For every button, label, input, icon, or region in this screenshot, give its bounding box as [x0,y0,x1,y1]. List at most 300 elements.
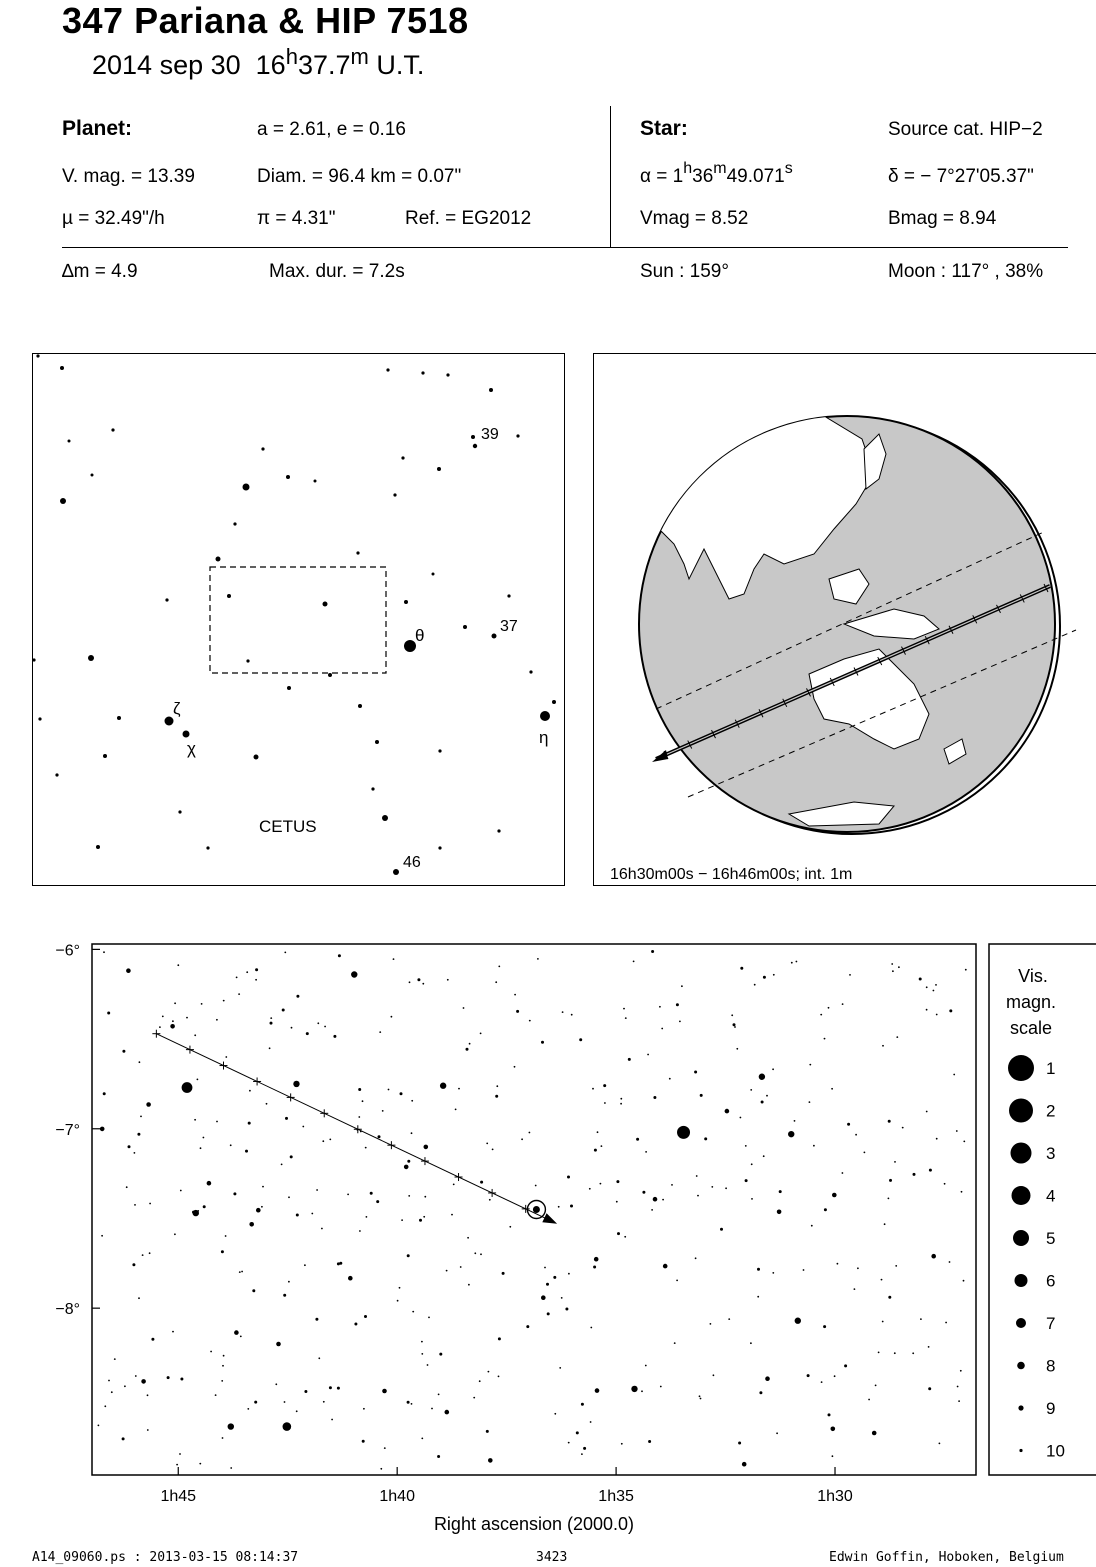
field-star [142,1254,144,1256]
field-star [514,994,516,996]
field-star [529,1020,531,1022]
finder-star [375,740,379,744]
star-alpha: $\alpha = 1^h36^m49.071^s$ [640,160,793,187]
field-star [694,1071,697,1074]
field-star [881,1279,883,1281]
field-star [625,1017,627,1019]
field-star [636,1138,639,1141]
field-star [567,1176,570,1179]
legend-dot [1018,1405,1023,1410]
field-star [421,1353,423,1355]
field-star [365,1147,367,1149]
finder-star [404,600,408,604]
page-title: 347 Pariana & HIP 7518 [62,0,469,41]
field-star [745,1145,747,1147]
field-star [498,1337,501,1340]
field-star [831,1427,836,1432]
finder-star [497,829,500,832]
legend-title-line3: scale [1009,1018,1053,1038]
field-star [936,1014,938,1016]
field-star [331,1419,333,1421]
field-star [697,1195,699,1197]
field-star [469,1043,471,1045]
field-star [421,1438,423,1440]
legend-mag-label: 4 [1046,1186,1056,1206]
field-star [262,1186,264,1188]
field-star [949,1009,952,1012]
event-hour: 16 [255,50,286,80]
field-star [114,1358,116,1360]
finder-star [438,846,441,849]
field-star [283,1294,286,1297]
field-star [495,1095,498,1098]
field-star [953,1074,955,1076]
field-star [593,1266,596,1269]
field-star [358,1116,360,1118]
y-tick-label: −6° [55,942,80,960]
footer-author: Edwin Goffin, Hoboken, Belgium [829,1550,1064,1565]
field-star [256,1208,261,1213]
legend-dot [1017,1362,1025,1370]
legend-dot [1016,1318,1026,1328]
field-star [554,1413,556,1415]
field-star [366,1216,368,1218]
finder-star [111,428,114,431]
field-star [233,1192,236,1195]
legend-dot [1008,1055,1034,1081]
star-label-chi: χ [187,739,196,758]
field-star [894,1161,896,1163]
field-star [620,1103,622,1105]
field-star [663,1264,668,1269]
field-star [884,1223,886,1225]
bright-star [759,1074,765,1080]
field-star [676,1003,679,1006]
detail-chart [0,930,1096,1540]
field-star [492,1149,494,1151]
field-star [246,971,248,973]
field-star [223,1355,225,1357]
field-star [170,1024,175,1029]
field-star [837,1263,839,1265]
field-star [149,1252,151,1254]
field-star [180,1190,182,1192]
finder-star [540,711,550,721]
field-star [445,1410,450,1415]
field-star [516,1010,519,1013]
field-star [137,1133,140,1136]
finder-star [38,717,41,720]
field-star [245,1150,248,1153]
finder-star [463,625,467,629]
field-star [854,1288,856,1290]
field-star [107,1012,110,1015]
field-star [122,1050,125,1053]
field-star [177,964,179,966]
field-star [710,1323,712,1325]
field-star [486,1143,488,1145]
legend-mag-label: 10 [1046,1441,1065,1461]
field-star [316,1189,318,1191]
field-star [463,1007,465,1009]
field-star [776,1432,778,1434]
field-star [495,981,497,983]
field-star [222,1437,224,1439]
field-star [194,1034,196,1036]
field-star [765,1376,770,1381]
star-label-theta: θ [415,626,425,645]
field-star [200,1147,202,1149]
field-star [576,1431,579,1434]
field-star [380,1468,382,1470]
field-star [590,1327,592,1329]
x-tick-label: 1h30 [817,1488,853,1505]
field-star [329,1386,332,1389]
field-star [241,1271,243,1273]
field-star [324,1026,326,1028]
field-star [763,976,766,979]
field-star [428,1317,430,1319]
field-star [920,1318,922,1320]
field-star [597,1131,599,1133]
target-star [533,1206,540,1213]
field-star [882,1045,884,1047]
field-star [847,1123,850,1126]
field-star [255,979,257,981]
field-star [194,1119,196,1121]
finder-star [103,754,107,758]
field-star [949,1261,951,1263]
field-star [101,1235,103,1237]
finder-star [165,598,168,601]
field-star [254,1401,257,1404]
field-star [541,1041,544,1044]
field-star [364,1315,367,1318]
field-star [401,1219,403,1221]
globe-time-caption: 16h30m00s − 16h46m00s; int. 1m [610,866,853,883]
field-star [674,1342,676,1344]
field-star [276,1342,281,1347]
field-star [124,1385,126,1387]
field-star [623,1008,625,1010]
field-star [547,1312,550,1315]
field-star [223,1000,225,1002]
bright-star [283,1422,292,1431]
field-star [813,1145,815,1147]
field-star [172,1331,174,1333]
field-star [736,1048,738,1050]
field-star [558,1206,560,1208]
legend-mag-label: 7 [1046,1314,1056,1333]
field-star [600,1183,602,1185]
event-date: 2014 sep 30 [92,50,241,80]
field-star [809,1064,811,1066]
finder-star [91,474,94,477]
finder-star [243,484,250,491]
finder-star [287,686,291,690]
finder-star [261,447,264,450]
finder-star [96,845,100,849]
field-star [957,1386,959,1388]
finder-star [421,371,424,374]
field-star [411,1100,413,1102]
field-star [936,1138,938,1140]
field-star [939,1443,941,1445]
field-star [423,1216,425,1218]
field-star [763,1155,765,1157]
bright-star [677,1126,690,1139]
field-star [359,1230,361,1232]
field-star [266,1103,268,1105]
field-star [570,1205,573,1208]
field-star [926,1111,928,1113]
field-star [807,1374,810,1377]
field-star [832,1455,834,1457]
field-star [933,990,935,992]
field-star [126,968,131,973]
field-star [391,1016,393,1018]
field-star [831,1088,833,1090]
finder-star [60,366,64,370]
field-star [151,1338,154,1341]
field-star [659,1006,661,1008]
field-star [725,1187,727,1189]
field-star [571,1014,573,1016]
field-star [828,1007,830,1009]
y-tick-label: −7° [55,1121,80,1139]
field-star [322,1140,324,1142]
field-star [134,1152,136,1154]
field-star [421,1341,423,1343]
legend-dot [1019,1449,1022,1452]
field-star [633,961,635,963]
field-star [98,1425,100,1427]
field-star [772,1272,774,1274]
field-star [460,1266,462,1268]
finder-star [55,773,58,776]
magnitude-drop: ∆m = 4.9 [62,261,138,282]
field-star [868,1399,870,1401]
field-star [647,1054,649,1056]
finder-stars [33,354,556,875]
field-star [159,1026,161,1028]
field-star [216,1019,218,1021]
legend-dot [1013,1230,1029,1246]
field-star [409,981,411,983]
field-star [581,1453,583,1455]
field-star [759,1391,762,1394]
field-star [261,1206,263,1208]
field-star [216,1121,218,1123]
field-star [225,1056,227,1058]
field-star [210,1351,212,1353]
field-star [179,1453,181,1455]
field-star [411,1132,413,1134]
field-star [323,1401,325,1403]
x-tick-label: 1h40 [379,1488,415,1505]
field-star [738,1442,741,1445]
star-delta: δ = − 7°27'05.37" [888,166,1034,187]
field-star [290,1155,293,1158]
field-star [711,1186,713,1188]
field-star [681,985,683,987]
field-star [546,1283,549,1286]
field-star [888,1296,891,1299]
field-star [823,1325,826,1328]
finder-star [286,475,290,479]
finder-star [492,634,497,639]
finder-star [246,659,249,662]
field-star [651,1209,653,1211]
field-star [579,1038,582,1041]
field-star [431,1408,433,1410]
footer-file: A14_09060.ps : 2013-03-15 08:14:37 [32,1550,299,1565]
field-star [362,1100,364,1102]
field-star [186,1017,188,1019]
finder-star [254,755,259,760]
field-star [132,1263,135,1266]
field-star [384,1447,386,1449]
field-star [252,1289,255,1292]
field-star [888,1198,890,1200]
info-divider-vertical [610,106,611,248]
field-star [302,1126,304,1128]
field-star [872,1431,877,1436]
field-star [945,1322,947,1324]
field-star [772,1068,774,1070]
field-star [147,1394,149,1396]
finder-star [471,435,475,439]
field-star [803,1269,805,1271]
field-star [926,986,928,988]
field-star [479,1380,481,1382]
finder-star [438,749,441,752]
field-star [561,1297,563,1299]
field-star [174,1002,176,1004]
minute-unit: m [350,44,369,69]
field-star [424,1196,426,1198]
max-duration: Max. dur. = 7.2s [269,261,405,282]
legend-mag-label: 8 [1046,1356,1056,1376]
field-star [926,1009,928,1011]
field-star [285,1117,288,1120]
field-star [820,1014,822,1016]
field-star [754,984,756,986]
field-star [338,954,341,957]
y-tick-label: −8° [55,1301,80,1319]
field-star [111,1391,113,1393]
planet-motion: µ = 32.49"/h [62,208,165,229]
field-star [104,1405,106,1407]
field-star [745,1179,748,1182]
field-star [238,993,240,995]
field-star [467,1237,469,1239]
globe-panel [593,353,1096,886]
field-star [777,1210,782,1215]
planet-vmag: V. mag. = 13.39 [62,166,195,187]
finder-star [68,440,71,443]
field-star [699,1395,701,1397]
field-star [296,1410,298,1412]
field-star [796,961,798,963]
finder-star [393,493,396,496]
field-star [740,1117,742,1119]
field-star [134,1204,136,1206]
field-star [653,1096,656,1099]
field-star [562,1011,564,1013]
legend-dot [1012,1186,1031,1205]
bright-star [631,1386,637,1392]
legend [989,944,1096,1475]
field-star [400,1092,403,1095]
field-star [595,1388,600,1393]
field-star [757,1296,759,1298]
field-star [834,1375,836,1377]
field-star [878,1352,880,1354]
field-star [439,1353,442,1356]
field-star [568,1273,570,1275]
field-star [713,1374,715,1376]
field-star [215,1394,217,1396]
field-star [474,1252,476,1254]
field-star [720,1228,723,1231]
finder-star [328,673,332,677]
field-star [809,1101,811,1103]
field-star [891,963,893,965]
field-star [269,1047,271,1049]
field-star [197,1079,199,1081]
field-star [696,1175,698,1177]
field-star [751,1163,753,1165]
field-star [236,977,238,979]
star-bmag: Bmag = 8.94 [888,208,997,229]
field-star [275,1383,277,1385]
field-star [653,1197,658,1202]
bright-star [788,1131,794,1137]
field-star [388,1089,390,1091]
field-star [488,1371,490,1373]
field-star [249,1222,254,1227]
field-star [931,1254,936,1259]
field-star [407,1254,410,1257]
field-star [379,1031,381,1033]
x-tick-label: 1h35 [598,1488,634,1505]
field-star [821,1381,823,1383]
field-star [333,1035,336,1038]
field-star [892,970,894,972]
field-star [203,1137,205,1139]
field-star [929,1169,932,1172]
x-tick-label: 1h45 [160,1488,197,1505]
field-star [750,1342,752,1344]
field-star [509,1226,511,1228]
legend-mag-label: 9 [1046,1399,1056,1418]
field-star [370,1192,373,1195]
field-star [919,978,922,981]
finder-star [473,444,477,448]
finder-star [393,869,399,875]
moon-elongation: Moon : 117° , 38% [888,261,1044,282]
field-star [284,952,286,954]
field-star [480,1181,483,1184]
finder-star [516,434,519,437]
field-star [669,1078,671,1080]
planet-parallax: π = 4.31" [257,208,336,229]
field-star [828,1413,831,1416]
field-star [407,1160,410,1163]
finder-star [529,670,532,673]
field-star [761,1101,764,1104]
